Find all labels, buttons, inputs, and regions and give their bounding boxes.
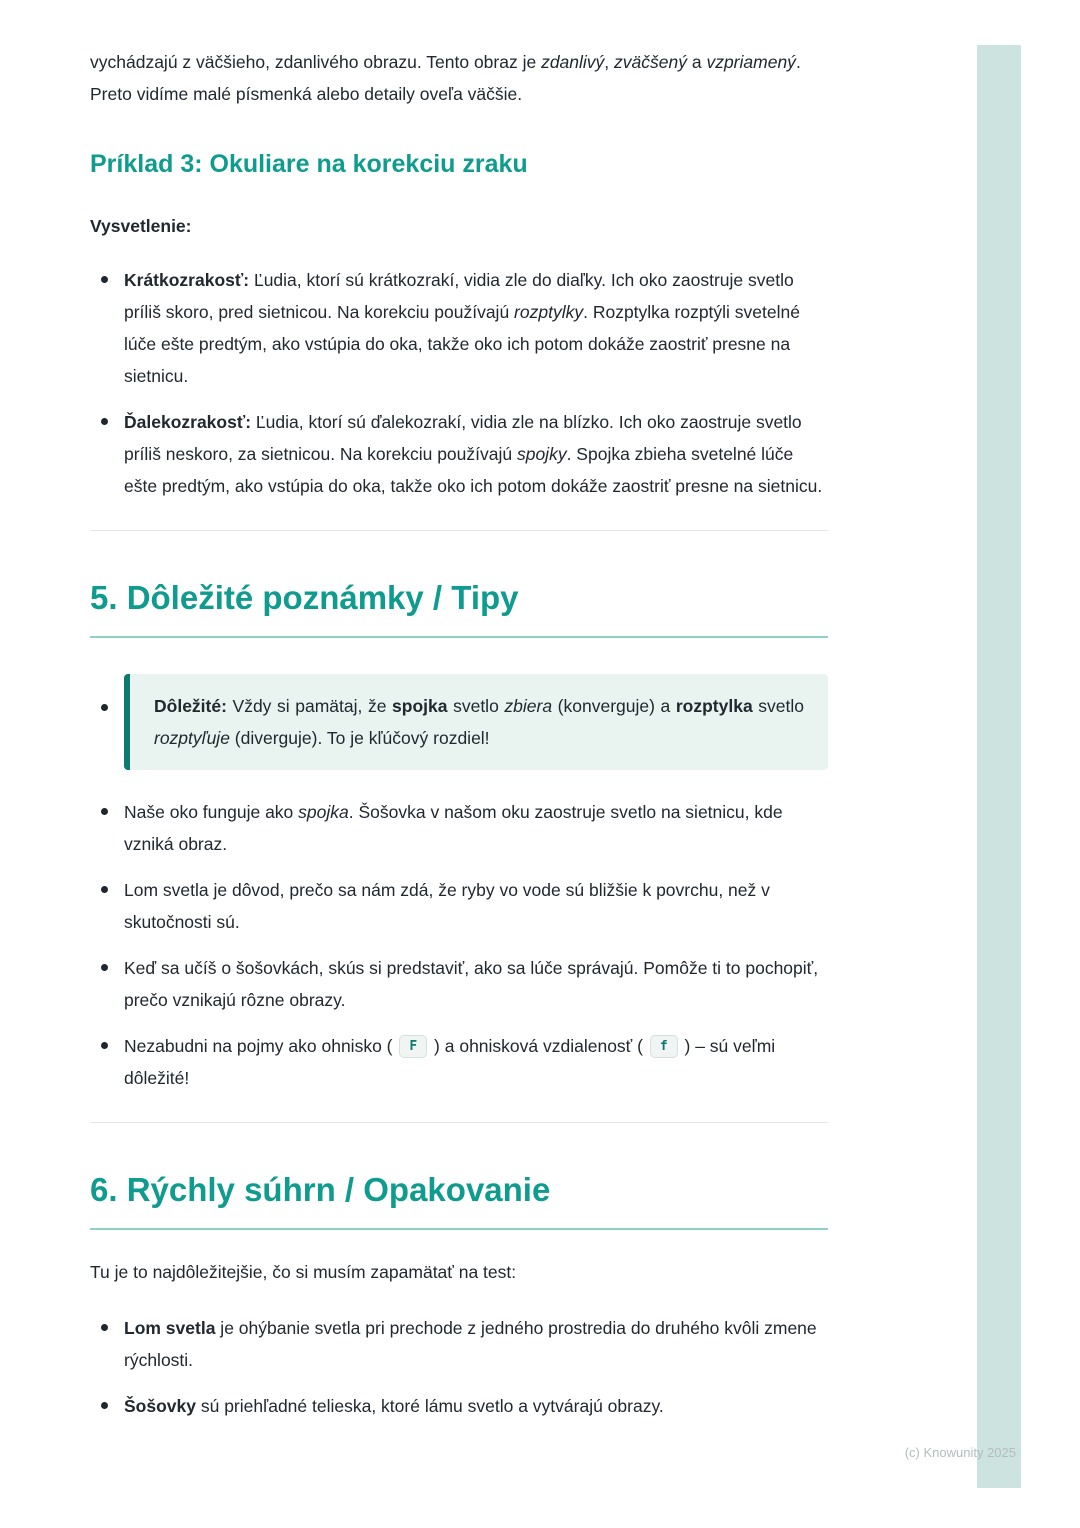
list-item xyxy=(90,1030,828,1094)
text-segment: . Spojka zbieha svetelné lúče ešte predtým, ako vstúpia do oka, takže oko ich potom dokáže zaostriť presne na sietnicu. xyxy=(124,443,823,496)
text-segment: (diverguje). To je kľúčový rozdiel! xyxy=(229,727,490,748)
text-segment: svetlo xyxy=(752,695,804,716)
text-segment: zdanlivý xyxy=(541,52,605,72)
inline-code-chip: f xyxy=(650,1035,678,1059)
section5-heading: 5. Dôležité poznámky / Tipy xyxy=(90,577,828,638)
text-segment: . Šošovka v našom oku zaostruje svetlo na sietnicu, kde vzniká obraz. xyxy=(124,801,783,854)
list-item xyxy=(90,264,828,392)
intro-paragraph xyxy=(90,46,828,110)
text-segment: rozptyľuje xyxy=(154,727,230,748)
text-segment: vzpriamený xyxy=(706,52,796,72)
text-segment: Ľudia, ktorí sú ďalekozrakí, vidia zle na blízko. Ich oko zaostruje svetlo príliš neskoro, za sietnicou. Na korekciu používajú xyxy=(124,411,802,464)
text-segment: rozptylka xyxy=(675,695,753,716)
section6-list xyxy=(90,1312,828,1422)
text-segment: Naše oko funguje ako xyxy=(124,801,299,822)
list-item xyxy=(90,952,828,1016)
text-segment: zbiera xyxy=(504,695,553,716)
text-segment: (konverguje) a xyxy=(552,695,676,716)
text-segment: spojka xyxy=(392,695,448,716)
text-segment: . Preto vidíme malé písmenká alebo detaily oveľa väčšie. xyxy=(90,52,801,105)
text-segment: Lom svetla je dôvod, prečo sa nám zdá, že ryby vo vode sú bližšie k povrchu, než v skutočnosti sú. xyxy=(124,879,770,932)
text-segment: spojka xyxy=(298,801,349,822)
example3-heading: Príklad 3: Okuliare na korekciu zraku xyxy=(90,150,528,179)
text-segment: zväčšený xyxy=(614,52,687,72)
text-segment: svetlo xyxy=(447,695,505,716)
text-segment: Nezabudni na pojmy ako ohnisko ( xyxy=(124,1035,398,1056)
text-segment: Krátkozrakosť: xyxy=(124,269,250,290)
text-segment: Šošovky xyxy=(124,1395,196,1416)
list-item xyxy=(90,796,828,860)
example3-list xyxy=(90,264,828,502)
text-segment: Ďalekozrakosť: xyxy=(124,411,252,432)
text-segment: vychádzajú z väčšieho, zdanlivého obrazu. Tento obraz je xyxy=(90,52,542,72)
text-segment: rozptylky xyxy=(514,301,584,322)
section6-heading: 6. Rýchly súhrn / Opakovanie xyxy=(90,1169,828,1230)
example3-label: Vysvetlenie: xyxy=(90,215,192,236)
inline-code-chip: F xyxy=(399,1035,427,1059)
list-item xyxy=(90,1312,828,1376)
list-item xyxy=(90,406,828,502)
section-divider xyxy=(90,1122,828,1123)
text-segment: Lom svetla xyxy=(124,1317,216,1338)
text-segment: Keď sa učíš o šošovkách, skús si predstaviť, ako sa lúče správajú. Pomôže ti to pochopiť, prečo vznikajú rôzne obrazy. xyxy=(124,957,819,1010)
section6-intro: Tu je to najdôležitejšie, čo si musím zapamätať na test: xyxy=(90,1261,517,1282)
text-segment: spojky xyxy=(516,443,567,464)
text-segment: Ľudia, ktorí sú krátkozrakí, vidia zle do diaľky. Ich oko zaostruje svetlo príliš skoro, pred sietnicou. Na korekciu používajú xyxy=(124,269,794,322)
list-item xyxy=(90,674,828,770)
section5-list xyxy=(90,674,828,1094)
text-segment: Vždy si pamätaj, že xyxy=(226,695,393,716)
text-segment: , xyxy=(604,52,615,72)
copyright-note: (c) Knowunity 2025 xyxy=(904,1445,1016,1460)
text-segment: je ohýbanie svetla pri prechode z jedného prostredia do druhého kvôli zmene rýchlosti. xyxy=(124,1317,817,1370)
text-segment: . Rozptylka rozptýli svetelné lúče ešte predtým, ako vstúpia do oka, takže oko ich potom dokáže zaostriť presne na sietnicu. xyxy=(124,301,800,386)
important-callout xyxy=(124,674,828,770)
list-item xyxy=(90,874,828,938)
text-segment: ) a ohnisková vzdialenosť ( xyxy=(429,1035,648,1056)
text-segment: a xyxy=(686,52,707,72)
section-divider xyxy=(90,530,828,531)
text-segment: ) – sú veľmi dôležité! xyxy=(124,1035,776,1088)
text-segment: Dôležité: xyxy=(154,695,227,716)
list-item xyxy=(90,1390,828,1422)
text-segment: sú priehľadné telieska, ktoré lámu svetlo a vytvárajú obrazy. xyxy=(195,1395,664,1416)
